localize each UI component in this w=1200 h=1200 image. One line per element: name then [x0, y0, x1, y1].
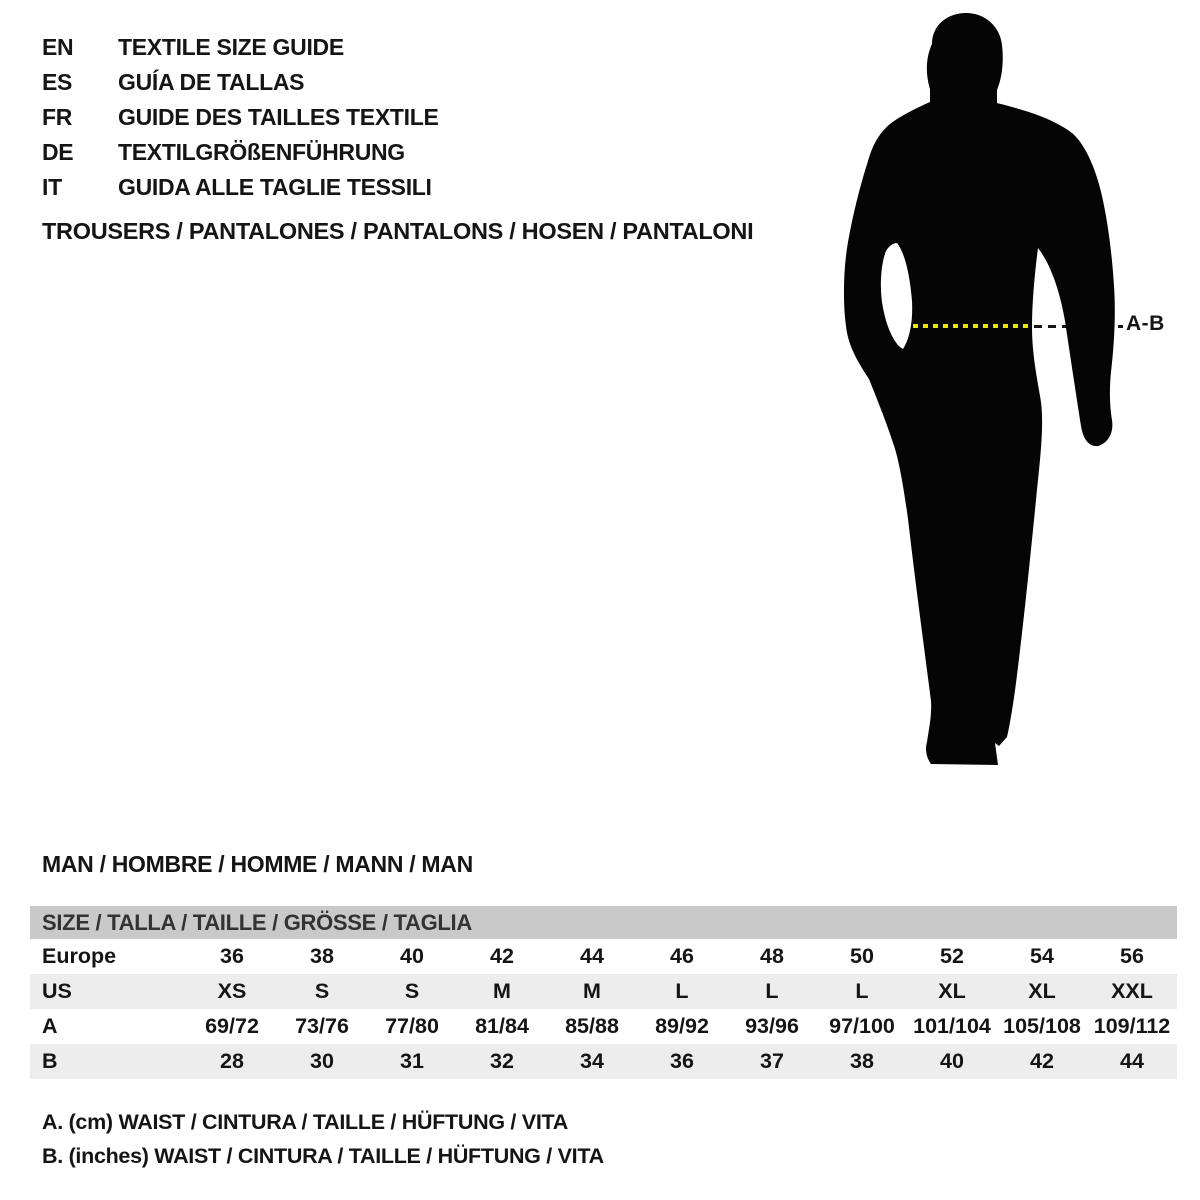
- size-cell: 44: [1120, 1049, 1144, 1073]
- size-cell: 101/104: [913, 1014, 991, 1038]
- size-table: [30, 906, 1177, 1079]
- size-cell: 31: [400, 1049, 424, 1073]
- size-cell: 109/112: [1093, 1014, 1171, 1038]
- size-cell: 93/96: [745, 1014, 799, 1038]
- size-cell: 54: [1030, 944, 1054, 968]
- size-cell: 40: [400, 944, 424, 968]
- size-cell: XL: [938, 979, 966, 1003]
- category-title: TROUSERS / PANTALONES / PANTALONS / HOSEN / PANTALONI: [42, 218, 754, 244]
- language-title: GUIDE DES TAILLES TEXTILE: [118, 104, 439, 130]
- language-code: IT: [42, 174, 62, 200]
- size-cell: XL: [1028, 979, 1056, 1003]
- size-cell: 28: [220, 1049, 244, 1073]
- size-cell: 69/72: [205, 1014, 259, 1038]
- table-row: [30, 1009, 1177, 1044]
- size-cell: 89/92: [655, 1014, 709, 1038]
- language-code: FR: [42, 104, 73, 130]
- language-row: [42, 30, 439, 65]
- size-cell: 48: [760, 944, 784, 968]
- size-cell: XS: [217, 979, 247, 1003]
- note-waist-cm: A. (cm) WAIST / CINTURA / TAILLE / HÜFTUNG / VITA: [42, 1110, 568, 1134]
- size-cell: 81/84: [475, 1014, 529, 1038]
- section-title: MAN / HOMBRE / HOMME / MANN / MAN: [42, 851, 473, 877]
- size-cell: L: [765, 979, 779, 1003]
- language-title: TEXTILE SIZE GUIDE: [118, 34, 344, 60]
- language-row: [42, 135, 439, 170]
- size-cell: S: [404, 979, 420, 1003]
- language-list: [42, 30, 439, 205]
- size-cell: 73/76: [295, 1014, 349, 1038]
- size-cell: 42: [1030, 1049, 1054, 1073]
- table-row: [30, 1044, 1177, 1079]
- size-cell: 38: [310, 944, 334, 968]
- language-code: ES: [42, 69, 73, 95]
- language-row: [42, 100, 439, 135]
- size-cell: 40: [940, 1049, 964, 1073]
- language-row: [42, 65, 439, 100]
- size-cell: 30: [310, 1049, 334, 1073]
- size-table-body: [30, 939, 1177, 1079]
- man-silhouette: [835, 8, 1125, 770]
- size-cell: 97/100: [829, 1014, 895, 1038]
- size-cell: 36: [670, 1049, 694, 1073]
- size-cell: 32: [490, 1049, 514, 1073]
- size-cell: M: [493, 979, 511, 1003]
- size-cell: XXL: [1111, 979, 1153, 1003]
- note-waist-inches: B. (inches) WAIST / CINTURA / TAILLE / HÜFTUNG / VITA: [42, 1144, 604, 1168]
- size-cell: 105/108: [1003, 1014, 1081, 1038]
- size-cell: 36: [220, 944, 244, 968]
- language-row: [42, 170, 439, 205]
- size-cell: S: [314, 979, 330, 1003]
- language-title: GUIDA ALLE TAGLIE TESSILI: [118, 174, 432, 200]
- size-cell: 46: [670, 944, 694, 968]
- size-cell: 37: [760, 1049, 784, 1073]
- waist-measure-label: A-B: [1126, 312, 1165, 335]
- language-code: EN: [42, 34, 74, 60]
- size-cell: 38: [850, 1049, 874, 1073]
- size-cell: 52: [940, 944, 964, 968]
- size-table-header: SIZE / TALLA / TAILLE / GRÖSSE / TAGLIA: [30, 906, 1177, 939]
- row-label: A: [42, 1014, 58, 1038]
- table-row: [30, 939, 1177, 974]
- size-cell: M: [583, 979, 601, 1003]
- size-cell: 34: [580, 1049, 604, 1073]
- waist-measure-dotted-line: [913, 324, 1031, 328]
- language-title: TEXTILGRÖßENFÜHRUNG: [118, 139, 405, 165]
- row-label: Europe: [42, 944, 117, 968]
- size-cell: 42: [490, 944, 514, 968]
- language-title: GUÍA DE TALLAS: [118, 69, 305, 95]
- size-cell: 85/88: [565, 1014, 619, 1038]
- row-label: US: [42, 979, 72, 1003]
- size-cell: 50: [850, 944, 874, 968]
- size-cell: 77/80: [385, 1014, 439, 1038]
- table-row: [30, 974, 1177, 1009]
- language-code: DE: [42, 139, 74, 165]
- size-cell: L: [855, 979, 869, 1003]
- row-label: B: [42, 1049, 58, 1073]
- size-cell: 56: [1120, 944, 1144, 968]
- size-cell: L: [675, 979, 689, 1003]
- size-cell: 44: [580, 944, 604, 968]
